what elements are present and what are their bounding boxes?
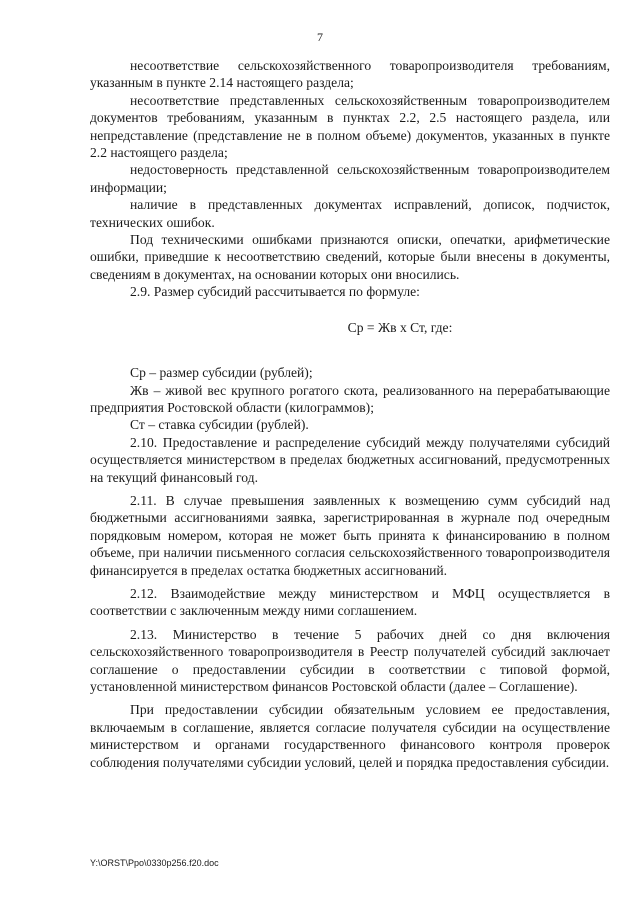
paragraph: недостоверность представленной сельскохозяйственным товаропроизводителем информации; xyxy=(90,162,610,195)
section-2-13: 2.13. Министерство в течение 5 рабочих дней со дня включения сельскохозяйственного товаропроизводителя в Реестр получателей субсидий заключает соглашение о предоставлении субсидии в соответствии с типовой формой, установленной министерством финансов Ростовской области (далее – Соглашение). xyxy=(90,626,610,694)
paragraph: Под техническими ошибками признаются описки, опечатки, арифметические ошибки, приведшие к несоответствию сведений, которые были внесены в документы, сведениям в документах, на основании которых они вносились. xyxy=(90,232,610,282)
formula: Ср = Жв х Ст, где: xyxy=(347,319,453,335)
definition: Ст – ставка субсидии (рублей). xyxy=(130,417,309,433)
paragraph: 2.9. Размер субсидий рассчитывается по формуле: xyxy=(130,284,420,300)
definition: Ср – размер субсидии (рублей); xyxy=(130,365,313,381)
document-body xyxy=(90,57,610,771)
paragraph: несоответствие сельскохозяйственного товаропроизводителя требованиям, указанным в пункте 2.14 настоящего раздела; xyxy=(90,58,610,91)
definition: Жв – живой вес крупного рогатого скота, реализованного на перерабатывающие предприятия Ростовской области (килограммов); xyxy=(90,382,610,415)
section-2-11: 2.11. В случае превышения заявленных к возмещению сумм субсидий над бюджетными ассигнованиями заявка, зарегистрированная в журнале под очередным порядковым номером, которая не может быть принята к финансированию в полном объеме, при наличии письменного согласия сельскохозяйственного товаропроизводителя финансируется в пределах остатка бюджетных ассигнований. xyxy=(90,492,610,578)
paragraph: наличие в представленных документах исправлений, дописок, подчисток, технических ошибок. xyxy=(90,197,610,230)
section-2-12: 2.12. Взаимодействие между министерством и МФЦ осуществляется в соответствии с заключенным между ними соглашением. xyxy=(90,585,610,619)
paragraph: При предоставлении субсидии обязательным условием ее предоставления, включаемым в соглашение, является согласие получателя субсидии на осуществление министерством и органами государственного финансового контроля проверок соблюдения получателями субсидии условий, целей и порядка предоставления субсидии. xyxy=(90,702,610,770)
section-2-10: 2.10. Предоставление и распределение субсидий между получателями субсидий осуществляется министерством в пределах бюджетных ассигнований, предусмотренных на текущий финансовый год. xyxy=(90,434,610,485)
file-path-footer: Y:\ORST\Ppo\0330p256.f20.doc xyxy=(90,858,219,868)
page-number: 7 xyxy=(317,30,323,44)
paragraph: несоответствие представленных сельскохозяйственным товаропроизводителем документов требованиям, указанным в пунктах 2.2, 2.5 настоящего раздела, или непредставление (представление не в полном объеме) документов, указанных в пункте 2.2 настоящего раздела; xyxy=(90,92,610,161)
